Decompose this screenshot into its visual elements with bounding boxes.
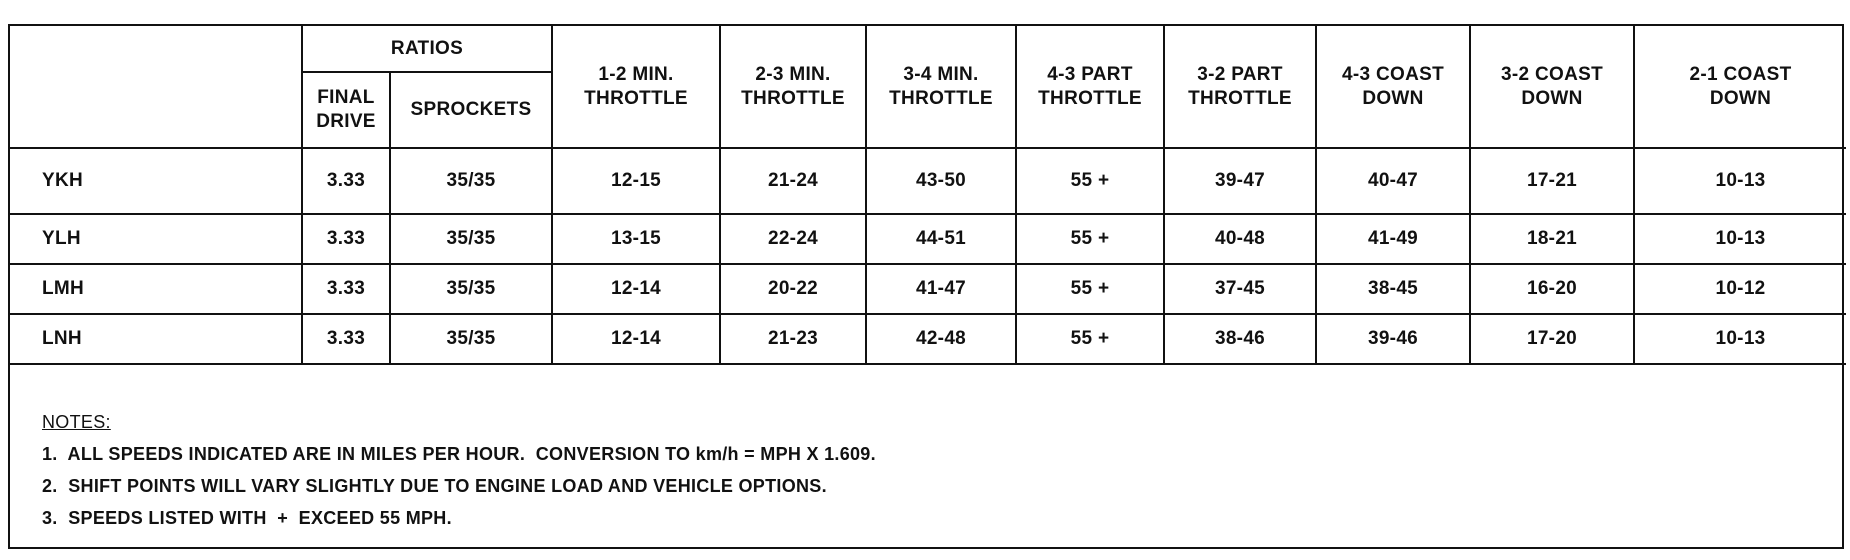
model-cell: YLH (10, 214, 302, 264)
shift-speed-table (10, 26, 1846, 365)
speed-cell: 16-20 (1470, 264, 1634, 314)
speed-cell: 39-46 (1316, 314, 1470, 364)
notes-section (42, 406, 876, 534)
speed-cell: 42-48 (866, 314, 1016, 364)
table-row (10, 148, 1846, 214)
speed-cell: 55 + (1016, 148, 1164, 214)
speed-cell: 38-45 (1316, 264, 1470, 314)
model-cell: LNH (10, 314, 302, 364)
speed-cell: 17-21 (1470, 148, 1634, 214)
speed-cell: 37-45 (1164, 264, 1316, 314)
speed-cell: 55 + (1016, 214, 1164, 264)
sprockets-cell: 35/35 (390, 214, 552, 264)
column-header: 3-2 COAST DOWN (1470, 26, 1634, 148)
table-row (10, 314, 1846, 364)
speed-cell: 40-47 (1316, 148, 1470, 214)
speed-cell: 38-46 (1164, 314, 1316, 364)
note-item: 3. SPEEDS LISTED WITH + EXCEED 55 MPH. (42, 508, 452, 528)
speed-cell: 22-24 (720, 214, 866, 264)
model-cell: LMH (10, 264, 302, 314)
speed-cell: 12-14 (552, 314, 720, 364)
column-header: 2-1 COAST DOWN (1634, 26, 1846, 148)
final-drive-header: FINAL DRIVE (302, 72, 390, 148)
note-item: 2. SHIFT POINTS WILL VARY SLIGHTLY DUE TO ENGINE LOAD AND VEHICLE OPTIONS. (42, 476, 827, 496)
speed-cell: 10-13 (1634, 214, 1846, 264)
speed-cell: 21-24 (720, 148, 866, 214)
speed-cell: 44-51 (866, 214, 1016, 264)
sprockets-cell: 35/35 (390, 314, 552, 364)
speed-cell: 55 + (1016, 314, 1164, 364)
column-header: 4-3 COAST DOWN (1316, 26, 1470, 148)
speed-cell: 10-13 (1634, 314, 1846, 364)
speed-cell: 12-14 (552, 264, 720, 314)
sprockets-header: SPROCKETS (390, 72, 552, 148)
speed-cell: 55 + (1016, 264, 1164, 314)
speed-cell: 10-13 (1634, 148, 1846, 214)
speed-cell: 17-20 (1470, 314, 1634, 364)
speed-cell: 12-15 (552, 148, 720, 214)
speed-cell: 18-21 (1470, 214, 1634, 264)
model-header-blank (10, 26, 302, 148)
note-item: 1. ALL SPEEDS INDICATED ARE IN MILES PER HOUR. CONVERSION TO km/h = MPH X 1.609. (42, 444, 876, 464)
notes-title: NOTES: (42, 412, 111, 432)
column-header: 3-4 MIN. THROTTLE (866, 26, 1016, 148)
speed-cell: 13-15 (552, 214, 720, 264)
speed-cell: 10-12 (1634, 264, 1846, 314)
table-row (10, 214, 1846, 264)
column-header: 2-3 MIN. THROTTLE (720, 26, 866, 148)
final-drive-cell: 3.33 (302, 264, 390, 314)
shift-speed-chart (8, 24, 1844, 549)
ratios-header: RATIOS (302, 26, 552, 72)
speed-cell: 43-50 (866, 148, 1016, 214)
sprockets-cell: 35/35 (390, 148, 552, 214)
speed-cell: 41-49 (1316, 214, 1470, 264)
model-cell: YKH (10, 148, 302, 214)
final-drive-cell: 3.33 (302, 314, 390, 364)
final-drive-cell: 3.33 (302, 148, 390, 214)
column-header: 3-2 PART THROTTLE (1164, 26, 1316, 148)
speed-cell: 20-22 (720, 264, 866, 314)
column-header: 4-3 PART THROTTLE (1016, 26, 1164, 148)
column-header: 1-2 MIN. THROTTLE (552, 26, 720, 148)
sprockets-cell: 35/35 (390, 264, 552, 314)
speed-cell: 39-47 (1164, 148, 1316, 214)
table-row (10, 264, 1846, 314)
speed-cell: 21-23 (720, 314, 866, 364)
speed-cell: 41-47 (866, 264, 1016, 314)
speed-cell: 40-48 (1164, 214, 1316, 264)
final-drive-cell: 3.33 (302, 214, 390, 264)
